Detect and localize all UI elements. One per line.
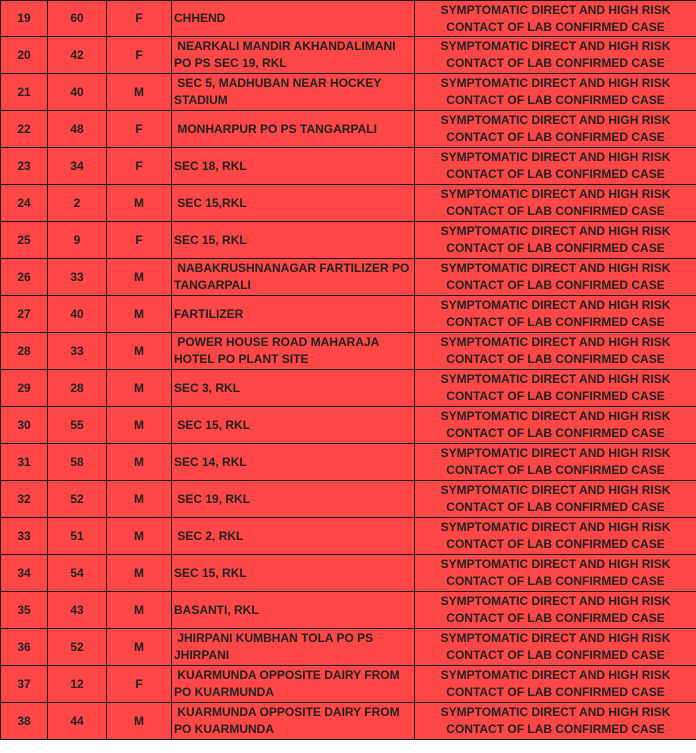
category-cell: SYMPTOMATIC DIRECT AND HIGH RISK CONTACT OF LAB CONFIRMED CASE [415,148,696,185]
age-cell: 52 [48,481,107,518]
category-cell: SYMPTOMATIC DIRECT AND HIGH RISK CONTACT OF LAB CONFIRMED CASE [415,407,696,444]
address-cell: SEC 2, RKL [172,518,415,555]
sex-cell: M [107,481,172,518]
serial-cell: 22 [1,111,48,148]
table-row [1,629,696,666]
age-cell: 52 [48,629,107,666]
table-row [1,37,696,74]
table-row [1,111,696,148]
table-row [1,370,696,407]
serial-cell: 38 [1,703,48,740]
category-cell: SYMPTOMATIC DIRECT AND HIGH RISK CONTACT OF LAB CONFIRMED CASE [415,703,696,740]
sex-cell: M [107,555,172,592]
table-row [1,148,696,185]
category-cell: SYMPTOMATIC DIRECT AND HIGH RISK CONTACT OF LAB CONFIRMED CASE [415,111,696,148]
serial-cell: 26 [1,259,48,296]
sex-cell: F [107,37,172,74]
serial-cell: 36 [1,629,48,666]
address-cell: KUARMUNDA OPPOSITE DAIRY FROM PO KUARMUNDA [172,666,415,703]
category-cell: SYMPTOMATIC DIRECT AND HIGH RISK CONTACT OF LAB CONFIRMED CASE [415,1,696,37]
age-cell: 51 [48,518,107,555]
serial-cell: 31 [1,444,48,481]
address-cell: NABAKRUSHNANAGAR FARTILIZER PO TANGARPALI [172,259,415,296]
age-cell: 58 [48,444,107,481]
sex-cell: M [107,407,172,444]
category-cell: SYMPTOMATIC DIRECT AND HIGH RISK CONTACT OF LAB CONFIRMED CASE [415,518,696,555]
age-cell: 9 [48,222,107,259]
age-cell: 60 [48,1,107,37]
address-cell: SEC 15, RKL [172,222,415,259]
sex-cell: M [107,185,172,222]
age-cell: 54 [48,555,107,592]
address-cell: KUARMUNDA OPPOSITE DAIRY FROM PO KUARMUNDA [172,703,415,740]
sex-cell: F [107,666,172,703]
serial-cell: 34 [1,555,48,592]
category-cell: SYMPTOMATIC DIRECT AND HIGH RISK CONTACT OF LAB CONFIRMED CASE [415,37,696,74]
serial-cell: 20 [1,37,48,74]
age-cell: 44 [48,703,107,740]
address-cell: MONHARPUR PO PS TANGARPALI [172,111,415,148]
address-cell: SEC 3, RKL [172,370,415,407]
category-cell: SYMPTOMATIC DIRECT AND HIGH RISK CONTACT OF LAB CONFIRMED CASE [415,666,696,703]
category-cell: SYMPTOMATIC DIRECT AND HIGH RISK CONTACT OF LAB CONFIRMED CASE [415,74,696,111]
sex-cell: F [107,111,172,148]
address-cell: BASANTI, RKL [172,592,415,629]
category-cell: SYMPTOMATIC DIRECT AND HIGH RISK CONTACT OF LAB CONFIRMED CASE [415,296,696,333]
table-row [1,296,696,333]
age-cell: 55 [48,407,107,444]
sex-cell: M [107,592,172,629]
address-cell: NEARKALI MANDIR AKHANDALIMANI PO PS SEC 19, RKL [172,37,415,74]
table-row [1,666,696,703]
address-cell: SEC 15,RKL [172,185,415,222]
category-cell: SYMPTOMATIC DIRECT AND HIGH RISK CONTACT OF LAB CONFIRMED CASE [415,222,696,259]
table-row [1,407,696,444]
sex-cell: M [107,370,172,407]
address-cell: SEC 14, RKL [172,444,415,481]
age-cell: 48 [48,111,107,148]
sex-cell: M [107,296,172,333]
serial-cell: 35 [1,592,48,629]
sex-cell: M [107,629,172,666]
serial-cell: 37 [1,666,48,703]
address-cell: POWER HOUSE ROAD MAHARAJA HOTEL PO PLANT SITE [172,333,415,370]
category-cell: SYMPTOMATIC DIRECT AND HIGH RISK CONTACT OF LAB CONFIRMED CASE [415,370,696,407]
address-cell: SEC 15, RKL [172,555,415,592]
category-cell: SYMPTOMATIC DIRECT AND HIGH RISK CONTACT OF LAB CONFIRMED CASE [415,444,696,481]
serial-cell: 27 [1,296,48,333]
table-row [1,481,696,518]
age-cell: 34 [48,148,107,185]
serial-cell: 33 [1,518,48,555]
sex-cell: M [107,74,172,111]
sex-cell: M [107,333,172,370]
sex-cell: M [107,518,172,555]
category-cell: SYMPTOMATIC DIRECT AND HIGH RISK CONTACT OF LAB CONFIRMED CASE [415,259,696,296]
address-cell: FARTILIZER [172,296,415,333]
category-cell: SYMPTOMATIC DIRECT AND HIGH RISK CONTACT OF LAB CONFIRMED CASE [415,333,696,370]
sex-cell: M [107,259,172,296]
category-cell: SYMPTOMATIC DIRECT AND HIGH RISK CONTACT OF LAB CONFIRMED CASE [415,629,696,666]
category-cell: SYMPTOMATIC DIRECT AND HIGH RISK CONTACT OF LAB CONFIRMED CASE [415,592,696,629]
category-cell: SYMPTOMATIC DIRECT AND HIGH RISK CONTACT OF LAB CONFIRMED CASE [415,555,696,592]
table-row [1,518,696,555]
sex-cell: F [107,148,172,185]
table-body [1,1,696,740]
table-row [1,259,696,296]
table-row [1,1,696,37]
address-cell: JHIRPANI KUMBHAN TOLA PO PS JHIRPANI [172,629,415,666]
serial-cell: 30 [1,407,48,444]
serial-cell: 28 [1,333,48,370]
serial-cell: 19 [1,1,48,37]
serial-cell: 24 [1,185,48,222]
serial-cell: 23 [1,148,48,185]
age-cell: 2 [48,185,107,222]
age-cell: 28 [48,370,107,407]
category-cell: SYMPTOMATIC DIRECT AND HIGH RISK CONTACT OF LAB CONFIRMED CASE [415,185,696,222]
age-cell: 12 [48,666,107,703]
table-row [1,592,696,629]
sex-cell: F [107,222,172,259]
age-cell: 43 [48,592,107,629]
age-cell: 33 [48,333,107,370]
address-cell: SEC 18, RKL [172,148,415,185]
table-row [1,444,696,481]
age-cell: 40 [48,296,107,333]
category-cell: SYMPTOMATIC DIRECT AND HIGH RISK CONTACT OF LAB CONFIRMED CASE [415,481,696,518]
sex-cell: F [107,1,172,37]
serial-cell: 21 [1,74,48,111]
address-cell: SEC 19, RKL [172,481,415,518]
address-cell: SEC 15, RKL [172,407,415,444]
table-row [1,185,696,222]
serial-cell: 25 [1,222,48,259]
age-cell: 33 [48,259,107,296]
address-cell: SEC 5, MADHUBAN NEAR HOCKEY STADIUM [172,74,415,111]
table-row [1,222,696,259]
age-cell: 42 [48,37,107,74]
table-row [1,74,696,111]
sex-cell: M [107,703,172,740]
age-cell: 40 [48,74,107,111]
table-row [1,703,696,740]
sex-cell: M [107,444,172,481]
table-row [1,555,696,592]
address-cell: CHHEND [172,1,415,37]
serial-cell: 32 [1,481,48,518]
serial-cell: 29 [1,370,48,407]
table-row [1,333,696,370]
